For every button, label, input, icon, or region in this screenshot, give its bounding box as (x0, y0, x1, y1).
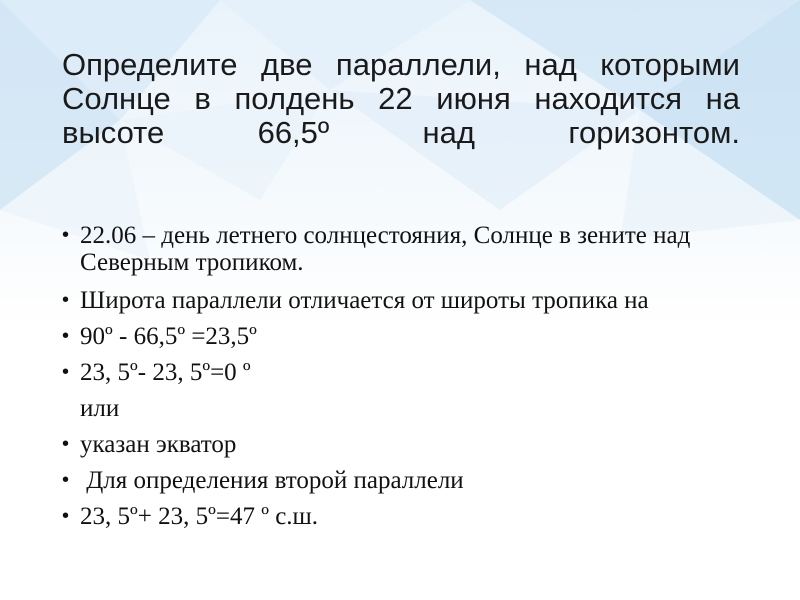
list-item (62, 431, 752, 458)
list-item-text: 22.06 – день летнего солнцестояния, Солнце в зените над Северным тропиком. (80, 222, 691, 276)
list-item (62, 323, 752, 350)
bullet-icon: • (62, 224, 70, 246)
list-item (62, 287, 752, 314)
list-item (62, 467, 752, 494)
list-item-text: 23, 5º- 23, 5º=0 º (80, 359, 251, 386)
list-item-text: указан экватор (80, 431, 237, 458)
list-item (62, 222, 752, 276)
list-item-text: Для определения второй параллели (80, 467, 464, 494)
bullet-icon: • (62, 361, 70, 383)
bullet-icon: • (62, 505, 70, 527)
slide-title (62, 48, 740, 150)
bullet-icon: • (62, 469, 70, 491)
title-line: высоте 66,5º над горизонтом. (62, 115, 740, 150)
bullet-icon: • (62, 433, 70, 455)
bullet-icon: • (62, 289, 70, 311)
list-item-text: 90º - 66,5º =23,5º (80, 323, 257, 350)
title-line: Солнце в полдень 22 июня находится на (62, 81, 740, 116)
list-item (62, 503, 752, 530)
list-item (62, 395, 752, 422)
bullet-icon: • (62, 325, 70, 347)
list-item-text: 23, 5º+ 23, 5º=47 º с.ш. (80, 503, 319, 530)
list-item-text: или (80, 395, 120, 422)
list-item-text: Широта параллели отличается от широты тропика на (80, 287, 649, 314)
title-line: Определите две параллели, над которыми (62, 47, 740, 82)
list-item (62, 359, 752, 386)
